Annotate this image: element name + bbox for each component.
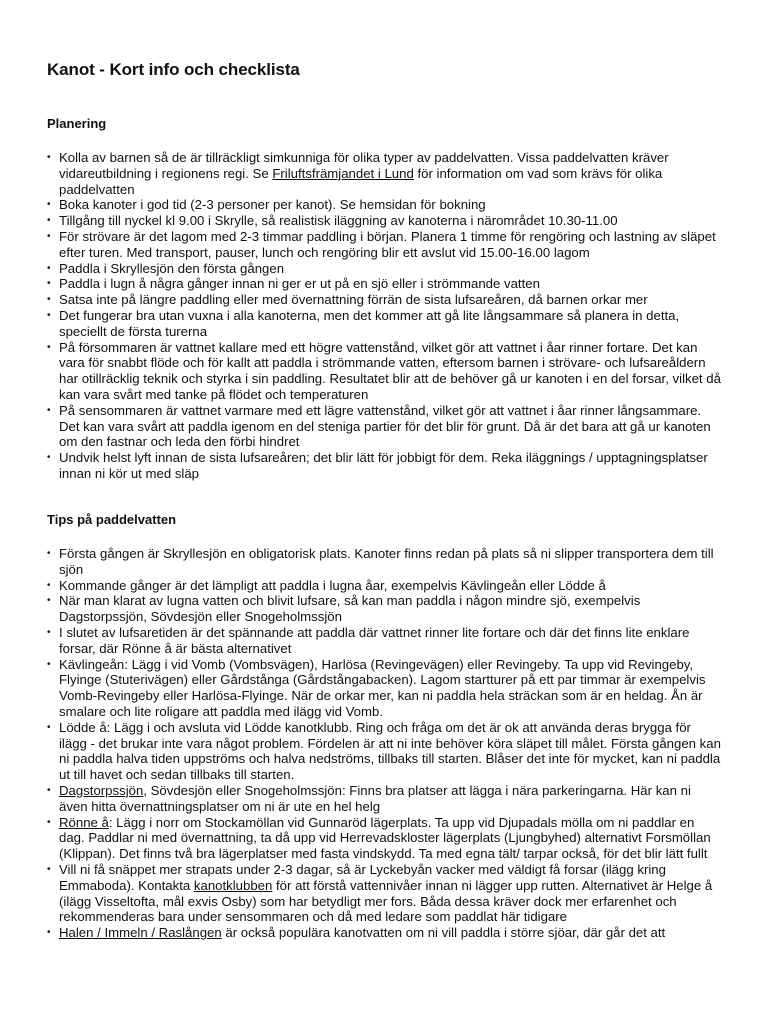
list-item bbox=[47, 276, 722, 292]
list-item bbox=[47, 292, 722, 308]
section-tips bbox=[47, 512, 722, 941]
inline-link[interactable]: Rönne å bbox=[59, 814, 109, 830]
item-text: Tillgång till nyckel kl 9.00 i Skrylle, så realistisk iläggning av kanoterna i närområdet 10.30-11.00 bbox=[59, 213, 618, 229]
item-text: På sensommaren är vattnet varmare med ett lägre vattenstånd, vilket gör att vattnet i åar rinner långsammare. Det kan vara svårt att paddla igenom en del steniga partier för det blir för grunt. Då är det bara att gå ur kanoten om den fastnar och leda den förbi hindret bbox=[59, 402, 711, 450]
item-text: Paddla i lugn å några gånger innan ni ger er ut på en sjö eller i strömmande vatten bbox=[59, 276, 540, 292]
list-item bbox=[47, 197, 722, 213]
list-item bbox=[47, 229, 722, 261]
page-title: Kanot - Kort info och checklista bbox=[47, 60, 300, 79]
list-item bbox=[47, 450, 722, 482]
section-heading-tips: Tips på paddelvatten bbox=[47, 512, 177, 527]
inline-link[interactable]: Dagstorpssjön bbox=[59, 782, 144, 798]
list-item bbox=[47, 925, 722, 941]
list-item bbox=[47, 403, 722, 450]
list-item bbox=[47, 815, 722, 862]
item-text: På försommaren är vattnet kallare med ett högre vattenstånd, vilket gör att vattnet i åar rinner fortare. Det kan vara för snabbt flöde och för kallt att paddla i strömmande vatten, eftersom barnen i strövare- och lufsareåldern har otillräcklig teknik och styrka i sin paddling. Resultatet blir att de behöver gå ur kanoten i en del forsar, vilket då kan vara svårt med tanke på flödet och temperaturen bbox=[59, 339, 721, 402]
item-text-cont: för information om vad som krävs för olika paddelvatten bbox=[59, 165, 663, 197]
item-text: Första gången är Skryllesjön en obligatorisk plats. Kanoter finns redan på plats så ni slipper transportera dem till sjön bbox=[59, 546, 714, 577]
bullet-list-tips bbox=[47, 546, 722, 941]
section-heading-planering: Planering bbox=[47, 116, 107, 131]
section-planering bbox=[47, 116, 722, 482]
list-item bbox=[47, 578, 722, 594]
item-text-cont: : Lägg i norr om Stockamöllan vid Gunnaröd lägerplats. Ta upp vid Djupadals mölla om ni paddlar en dag. Paddlar ni med övernattning, ta då upp vid Herrevadskloster lägerplats (Ljungbyhed) alternativt Forsmöllan (Klippan). Det finns två bra lägerplatser med fasta vindskydd. Ta med egna tält/ tarpar också, för det blir lätt fullt bbox=[59, 814, 711, 862]
item-text-cont: , Sövdesjön eller Snogeholmssjön: Finns bra platser att lägga i nära parkeringarna. Här kan ni även hitta övernattningsplatser om ni är ute en hel helg bbox=[59, 782, 691, 814]
item-text: Det fungerar bra utan vuxna i alla kanoterna, men det kommer att gå lite långsammare så planera in detta, speciellt de första turerna bbox=[59, 307, 680, 339]
list-item bbox=[47, 213, 722, 229]
item-text: Kommande gånger är det lämpligt att paddla i lugna åar, exempelvis Kävlingeån eller Lödde å bbox=[59, 577, 606, 593]
list-item bbox=[47, 340, 722, 403]
item-text-cont: är också populära kanotvatten om ni vill paddla i större sjöar, där går det att bbox=[221, 925, 666, 941]
item-text: Vill ni få snäppet mer strapats under 2-3 dagar, så är Lyckebyån vacker med väldigt få forsar (ilägg kring Emmaboda). Kontakta bbox=[59, 861, 666, 893]
bullet-list-planering bbox=[47, 150, 722, 482]
item-text: Lödde å: Lägg i och avsluta vid Lödde kanotklubb. Ring och fråga om det är ok att använda deras brygga för ilägg - det brukar inte vara något problem. Fördelen är att ni inte behöver köra släpet till målet. Första gången kan ni paddla halva tiden uppströms och halva nedströms, tillbaks till starten. Blåser det inte för mycket, kan ni paddla ut till havet och sedan tillbaks till starten. bbox=[59, 719, 721, 783]
inline-link[interactable]: Halen / Immeln / Raslången bbox=[59, 925, 222, 941]
list-item bbox=[47, 308, 722, 340]
item-text: När man klarat av lugna vatten och blivit lufsare, så kan man paddla i någon mindre sjö, exempelvis Dagstorpssjön, Sövdesjön eller Snogeholmssjön bbox=[59, 593, 641, 625]
list-item bbox=[47, 261, 722, 277]
item-text-cont: för att förstå vattennivåer innan ni lägger upp rutten. Alternativet är Helge å (ilägg Visseltofta, mål exvis Osby) som har betydligt mer fors. Båda dessa kräver dock mer erfarenhet och rekommenderas bara under sensommaren och då med ledare som paddlat här tidigare bbox=[59, 877, 713, 925]
list-item bbox=[47, 546, 722, 578]
inline-link[interactable]: Friluftsfrämjandet i Lund bbox=[272, 165, 414, 181]
list-item bbox=[47, 593, 722, 625]
list-item bbox=[47, 657, 722, 720]
list-item bbox=[47, 150, 722, 197]
item-text: Undvik helst lyft innan de sista lufsareåren; det blir lätt för jobbigt för dem. Reka iläggnings / upptagningsplatser innan ni kör ut med släp bbox=[59, 450, 708, 481]
item-text: I slutet av lufsaretiden är det spännande att paddla där vattnet rinner lite fortare och där det finns lite enklare forsar, där Rönne å är bästa alternativet bbox=[59, 624, 690, 656]
item-text: För strövare är det lagom med 2-3 timmar paddling i början. Planera 1 timme för rengöring och lastning av släpet efter turen. Med transport, pauser, lunch och rengöring blir ett avslut vid 15.00-16.00 lagom bbox=[59, 228, 716, 260]
list-item bbox=[47, 720, 722, 783]
item-text: Paddla i Skryllesjön den första gången bbox=[59, 260, 285, 276]
list-item bbox=[47, 625, 722, 657]
list-item bbox=[47, 783, 722, 815]
item-text: Satsa inte på längre paddling eller med övernattning förrän de sista lufsareåren, då barnen orkar mer bbox=[59, 292, 648, 308]
inline-link[interactable]: kanotklubben bbox=[193, 877, 273, 893]
item-text: Kävlingeån: Lägg i vid Vomb (Vombsvägen), Harlösa (Revingevägen) eller Revingeby. Ta upp vid Revingeby, Flyinge (Stuterivägen) eller Gårdstånga (Gårdstångabacken). Lagom startturer på ett par timmar är exempelvis Vomb-Revingeby eller Harlösa-Flyinge. När de orkar mer, kan ni paddla hela sträckan som är en heldag. Ån är smalare och lite roligare att paddla med ilägg vid Vomb. bbox=[59, 656, 706, 719]
item-text: Kolla av barnen så de är tillräckligt simkunniga för olika typer av paddelvatten. Vissa paddelvatten kräver vidareutbildning i regionens regi. Se bbox=[59, 150, 669, 181]
item-text: Boka kanoter i god tid (2-3 personer per kanot). Se hemsidan för bokning bbox=[59, 197, 486, 213]
list-item bbox=[47, 862, 722, 925]
